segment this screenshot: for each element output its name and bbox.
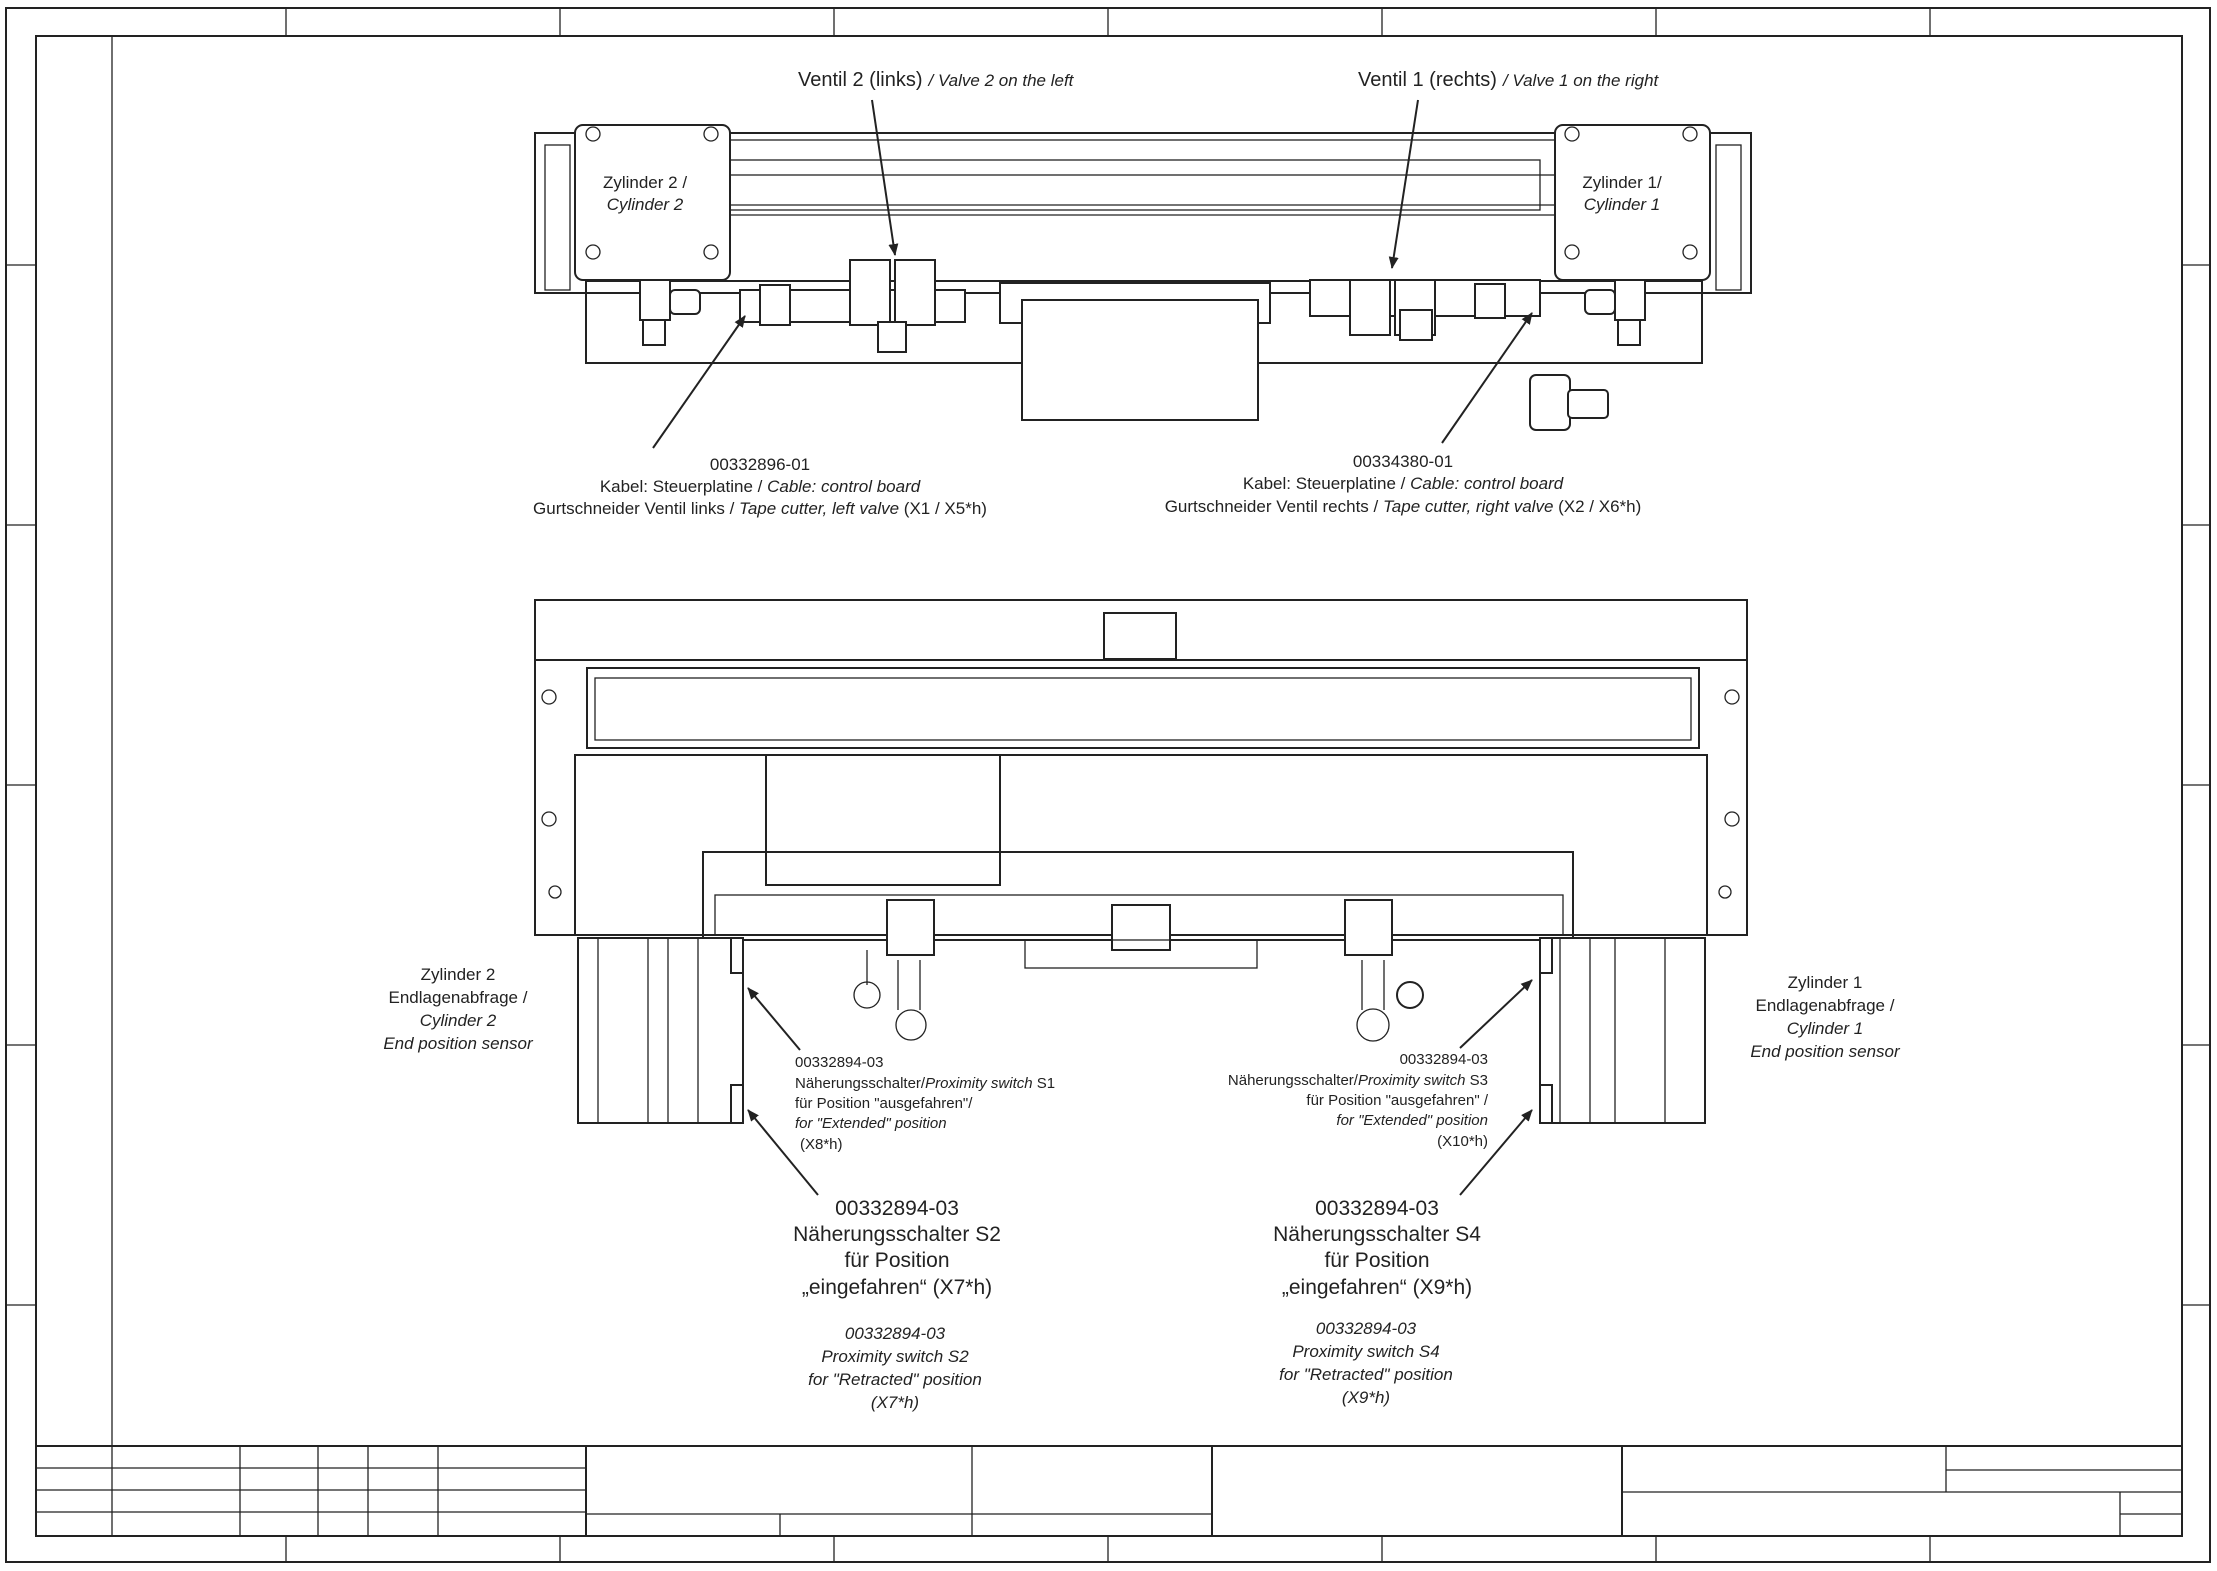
cylinder-2-body [578,938,743,1123]
svg-text:for "Retracted" position: for "Retracted" position [1279,1365,1453,1384]
switch-s1-label [795,1054,1055,1153]
svg-text:Zylinder 1/: Zylinder 1/ [1582,173,1662,192]
svg-text:Cylinder 2: Cylinder 2 [606,195,684,214]
svg-text:für Position "ausgefahren"/: für Position "ausgefahren"/ [795,1095,973,1112]
svg-text:00332894-03: 00332894-03 [1315,1319,1417,1338]
svg-text:Gurtschneider Ventil rechts /: Gurtschneider Ventil rechts / Tape cutter, right valve (X2 / X6*h) [1164,497,1642,516]
svg-text:Gurtschneider Ventil links / T: Gurtschneider Ventil links / Tape cutter, left valve (X1 / X5*h) [533,499,987,518]
svg-text:Näherungsschalter S2: Näherungsschalter S2 [793,1223,1001,1246]
svg-text:Cylinder 2: Cylinder 2 [419,1011,497,1030]
svg-text:Proximity switch S2: Proximity switch S2 [821,1347,969,1366]
cylinder-2-sensor-label [383,965,534,1053]
svg-text:Näherungsschalter/Proximity sw: Näherungsschalter/Proximity switch S3 [1227,1072,1488,1089]
cable-right-label [1165,452,1642,516]
svg-text:for "Extended" position: for "Extended" position [1336,1112,1488,1129]
svg-text:End position sensor: End position sensor [383,1034,533,1053]
svg-text:Endlagenabfrage /: Endlagenabfrage / [1755,996,1895,1015]
svg-text:Kabel: Steuerplatine / Cable:: Kabel: Steuerplatine / Cable: control board [1242,474,1564,493]
drawing-frame [6,8,2210,1562]
svg-text:Cylinder 1: Cylinder 1 [1583,195,1661,214]
svg-text:00332894-03: 00332894-03 [835,1197,959,1220]
svg-text:Cylinder 1: Cylinder 1 [1786,1019,1864,1038]
valve-1-part [1310,280,1540,340]
svg-text:Zylinder 2: Zylinder 2 [420,965,496,984]
switch-s3-label [1228,1051,1489,1150]
svg-text:Näherungsschalter S4: Näherungsschalter S4 [1273,1223,1481,1246]
svg-text:Zylinder 1: Zylinder 1 [1787,973,1863,992]
svg-text:Näherungsschalter/Proximity sw: Näherungsschalter/Proximity switch S1 [795,1075,1056,1092]
cylinder-1-sensor-label [1750,973,1901,1061]
cable-left-label [533,455,987,518]
valve-2-label: Ventil 2 (links) / Valve 2 on the left [798,69,1074,91]
title-block [36,1446,2182,1536]
switch-s2-label [793,1197,1001,1412]
svg-text:00332894-03: 00332894-03 [1315,1197,1439,1220]
svg-text:(X9*h): (X9*h) [1341,1388,1391,1407]
svg-text:00332894-03: 00332894-03 [844,1324,946,1343]
svg-text:Proximity switch S4: Proximity switch S4 [1292,1342,1440,1361]
svg-text:Endlagenabfrage /: Endlagenabfrage / [388,988,528,1007]
svg-text:00332894-03: 00332894-03 [795,1054,884,1071]
svg-text:(X10*h): (X10*h) [1437,1133,1488,1150]
svg-text:„eingefahren“ (X9*h): „eingefahren“ (X9*h) [1281,1276,1473,1299]
top-view-assembly [535,125,1751,430]
svg-text:für Position: für Position [844,1249,950,1272]
switch-s4-label [1273,1197,1481,1407]
svg-text:Zylinder 2 /: Zylinder 2 / [602,173,688,192]
svg-text:„eingefahren“ (X7*h): „eingefahren“ (X7*h) [801,1276,993,1299]
push-in-fitting [1530,375,1608,430]
cylinder-1-block [1555,125,1710,345]
svg-text:(X8*h): (X8*h) [800,1136,843,1153]
valve-1-label: Ventil 1 (rechts) / Valve 1 on the right [1358,69,1659,91]
svg-text:für Position: für Position [1324,1249,1430,1272]
svg-text:für Position "ausgefahren" /: für Position "ausgefahren" / [1306,1092,1488,1109]
bottom-view-assembly [535,600,1747,1123]
svg-text:00334380-01: 00334380-01 [1352,452,1454,471]
svg-text:00332894-03: 00332894-03 [1399,1051,1488,1068]
leader-lines [653,100,1532,1195]
valve-2-part [740,260,965,352]
svg-text:00332896-01: 00332896-01 [709,455,811,474]
svg-text:for "Retracted" position: for "Retracted" position [808,1370,982,1389]
svg-text:(X7*h): (X7*h) [870,1393,920,1412]
svg-text:for "Extended" position: for "Extended" position [795,1115,947,1132]
cylinder-2-block [575,125,730,345]
svg-text:Kabel: Steuerplatine / Cable:: Kabel: Steuerplatine / Cable: control board [599,477,921,496]
cylinder-1-body [1540,938,1705,1123]
svg-text:End position sensor: End position sensor [1750,1042,1900,1061]
